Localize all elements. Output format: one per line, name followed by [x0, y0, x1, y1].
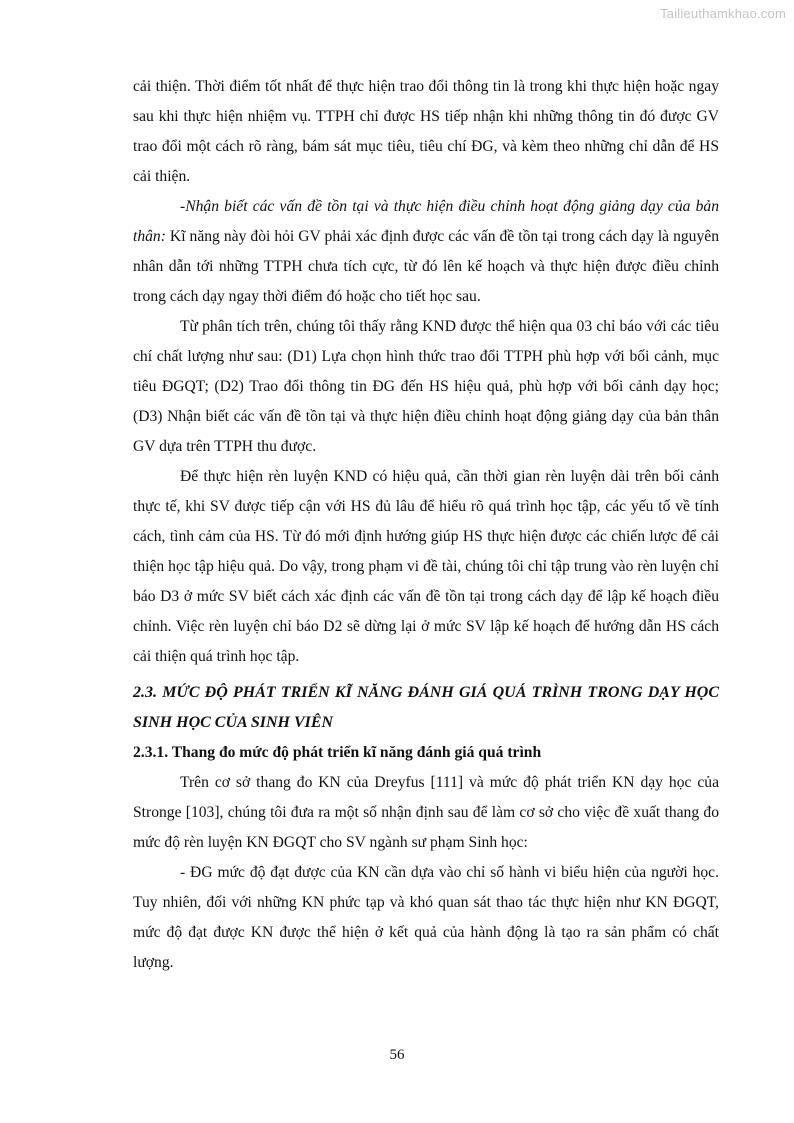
- paragraph-basis: Trên cơ sở thang đo KN của Dreyfus [111] và mức độ phát triển KN dạy học của Stronge [103], chúng tôi đưa ra một số nhận định sau để làm cơ sở cho việc đề xuất thang đo mức độ rèn luyện KN ĐGQT cho SV ngành sư phạm Sinh học:: [133, 774, 719, 851]
- section-heading: 2.3. MỨC ĐỘ PHÁT TRIỂN KĨ NĂNG ĐÁNH GIÁ QUÁ TRÌNH TRONG DẠY HỌC SINH HỌC CỦA SINH VIÊN: [133, 684, 719, 731]
- paragraph-lead-italic: -Nhận biết các vấn đề tồn tại và thực hiện điều chỉnh hoạt động giảng dạy của bản thân:: [133, 198, 719, 245]
- paragraph-indicators: Từ phân tích trên, chúng tôi thấy rằng KND được thể hiện qua 03 chỉ báo với các tiêu chí chất lượng như sau: (D1) Lựa chọn hình thức trao đổi TTPH phù hợp với bối cảnh, mục tiêu ĐGQT; (D2) Trao đổi thông tin ĐG đến HS hiệu quả, phù hợp với bối cảnh dạy học; (D3) Nhận biết các vấn đề tồn tại và thực hiện điều chỉnh hoạt động giảng dạy của bản thân GV dựa trên TTPH thu được.: [133, 318, 719, 455]
- paragraph-continuation: cải thiện. Thời điểm tốt nhất để thực hiện trao đổi thông tin là trong khi thực hiện hoặc ngay sau khi thực hiện nhiệm vụ. TTPH chỉ được HS tiếp nhận khi những thông tin đó được GV trao đổi một cách rõ ràng, bám sát mục tiêu, tiêu chí ĐG, và kèm theo những chỉ dẫn để HS cải thiện.: [133, 78, 719, 185]
- watermark-text: Tailieuthamkhao.com: [660, 6, 786, 21]
- paragraph-adjustment-skill: [133, 192, 719, 312]
- subsection-heading: 2.3.1. Thang đo mức độ phát triển kĩ năng đánh giá quá trình: [133, 744, 542, 761]
- paragraph-training-scope: Để thực hiện rèn luyện KND có hiệu quả, cần thời gian rèn luyện dài trên bối cảnh thực tế, khi SV được tiếp cận với HS đủ lâu để hiểu rõ quá trình học tập, các yếu tố về tính cách, tình cảm của HS. Từ đó mới định hướng giúp HS thực hiện được các chiến lược để cải thiện học tập hiệu quả. Do vậy, trong phạm vi đề tài, chúng tôi chỉ tập trung vào rèn luyện chỉ báo D3 ở mức SV biết cách xác định các vấn đề tồn tại trong cách dạy để lập kế hoạch điều chỉnh. Việc rèn luyện chỉ báo D2 sẽ dừng lại ở mức SV lập kế hoạch để hướng dẫn HS cách cải thiện quá trình học tập.: [133, 468, 719, 665]
- document-body: [133, 72, 719, 978]
- page-number: 56: [389, 1047, 405, 1063]
- paragraph-assessment-note: - ĐG mức độ đạt được của KN cần dựa vào chỉ số hành vi biểu hiện của người học. Tuy nhiên, đối với những KN phức tạp và khó quan sát thao tác thực hiện như KN ĐGQT, mức độ đạt được KN được thể hiện ở kết quả của hành động là tạo ra sản phẩm có chất lượng.: [133, 864, 719, 971]
- paragraph-body: Kĩ năng này đòi hỏi GV phải xác định được các vấn đề tồn tại trong cách dạy là nguyên nhân dẫn tới những TTPH chưa tích cực, từ đó lên kế hoạch và thực hiện được điều chỉnh trong cách dạy ngay thời điểm đó hoặc cho tiết học sau.: [133, 228, 719, 305]
